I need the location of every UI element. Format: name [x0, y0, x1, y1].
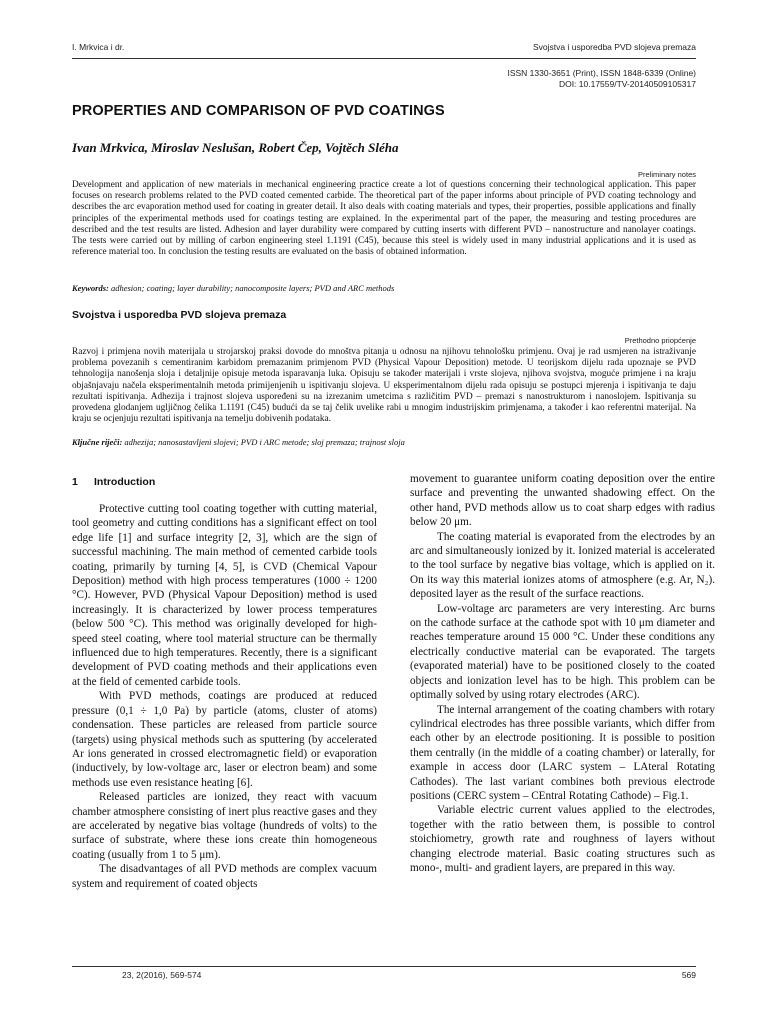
page-number: 569 [681, 970, 696, 980]
author-list: Ivan Mrkvica, Miroslav Neslušan, Robert Čep, Vojtěch Sléha [72, 140, 399, 155]
page-footer [72, 970, 696, 984]
journal-citation: 23, 2(2016), 569-574 [122, 970, 202, 980]
abstract-en: Development and application of new materials in mechanical engineering practice create a lot of questions concerning their technological application. This paper focuses on research problems related to the PVD coated cemented carbide. The theoretical part of the paper informs about principle of PVD coating technology and describes the arc evaporation method used for coating in greater detail. It also deals with coating materials and types, their properties, possible applications and finally principles of the experimental methods used for coatings testing are explained. In the experimental part of the paper, the measuring and testing procedures are described and the test results are listed. Adhesion and layer durability were compared by cutting inserts with different PVD – nanostructure and nanolayer coatings. The tests were carried out by milling of carbon engineering steel 1.1191 (C45), because this steel is widely used in many industrial applications and it is used as reference material too. In conclusion the testing results are evaluated on the basis of obtained information. [72, 180, 696, 258]
keywords-hr-label: Ključne riječi: [72, 437, 123, 447]
body-paragraph: Low-voltage arc parameters are very interesting. Arc burns on the cathode surface at the cathode spot with 10 μm diameter and reaches temperature around 15 000 °C. Under these conditions any electrically conductive material can be evaporated. The targets (evaporated material) have to be positioned closely to the coated objects and ionization level has to be high. This problem can be optimally solved by using rotary electrodes (ARC). [410, 602, 715, 702]
running-head-title: Svojstva i usporedba PVD slojeva premaza [533, 42, 696, 52]
running-head-authors: I. Mrkvica i dr. [72, 42, 125, 52]
body-paragraph: The coating material is evaporated from the electrodes by an arc and simultaneously ionized by it. Ionized material is accelerated to the tool surface by negative bias voltage, which is applied on it. On its way this material ionizes atoms of atmosphere (e.g. Ar, N₂). deposited layer as the result of the surface reactions. [410, 530, 715, 601]
abstract-hr: Razvoj i primjena novih materijala u strojarskoj praksi dovode do mnoštva pitanja u odnosu na njihovu tehnološku primjenu. Ovaj je rad usmjeren na istraživanje problema povezanih s cementiranim karbidom premazanim primjenom PVD (Physical Vapour Deposition) metode. U teorijskom dijelu rada upoznaje se PVD tehnologija nanošenja sloja i detaljnije opisuje metoda isparavanja luka. Opisuju se također materijali i vrste slojeva, njihova svojstva, moguće primjene i na kraju objašnjavaju načela eksperimentalnih metoda primijenjenih u ispitivanju slojeva. U eksperimentalnom dijelu rada opisuju se postupci mjerenja i ispitivanja te daju rezultati ispitivanja. Adhezija i trajnost slojeva uspoređeni su na izrezanim umetcima s različitim PVD – premazi s nanostrukturom i nanoslojem. Ispitivanja su provedena glodanjem ugljičnog čelika 1.1191 (C45) budući da se taj čelik uvelike rabi u mnogim industrijskim primjenama, a također i kao referentni materijal. Na kraju se ocjenjuju rezultati ispitivanja na temelju dobivenih podataka. [72, 347, 696, 425]
body-paragraph: The internal arrangement of the coating chambers with rotary cylindrical electrodes has three possible variants, which differ from each other by an electrode positioning. It is possible to position them centrally (in the middle of a coating chamber) or laterally, for example in access door (LARC system – LAteral Rotating Cathodes). The last variant combines both previous electrode positions (CERC system – CEntral Rotating Cathode) – Fig.1. [410, 703, 715, 802]
section-title: Introduction [94, 476, 156, 488]
paper-type-hr: Prethodno priopćenje [624, 336, 696, 345]
keywords-hr-list: adhezija; nanosastavljeni slojevi; PVD i ARC metode; sloj premaza; trajnost sloja [124, 437, 405, 447]
running-head [72, 42, 696, 58]
issn-numbers: ISSN 1330-3651 (Print), ISSN 1848-6339 (Online) [507, 68, 696, 78]
body-paragraph: The disadvantages of all PVD methods are complex vacuum system and requirement of coated objects [72, 863, 377, 890]
keywords-hr [72, 437, 696, 447]
header-rule [72, 58, 696, 59]
paper-title: PROPERTIES AND COMPARISON OF PVD COATINGS [72, 103, 445, 119]
issn-block [507, 68, 696, 90]
body-paragraph: Protective cutting tool coating together with cutting material, tool geometry and cutting conditions has a significant effect on tool edge life [1] and surface integrity [2, 3], which are the sign of successful machining. The main method of cemented carbide tools coating, primarily by turning [4, 5], is CVD (Chemical Vapour Deposition) method with high process temperatures (1000 ÷ 1200 °C). However, PVD (Physical Vapour Deposition) method is used increasingly. It is characterized by lower process temperatures (below 500 °C). This method was originally developed for high-speed steel coating, where tool material structure can be thermally influenced due to high temperatures. Recently, there is a significant development of PVD coating methods and their applications even at the field of cemented carbide tools. [72, 503, 377, 688]
left-column [72, 502, 377, 891]
body-paragraph: With PVD methods, coatings are produced at reduced pressure (0,1 ÷ 1,0 Pa) by particle (atoms, cluster of atoms) condensation. These particles are released from particle source (targets) using physical methods such as sputtering (by accelerated Ar ions generated in crossed electromagnetic field) or evaporation (inductively, by low-voltage arc, laser or electron beam) and some methods use even resistance heating [6]. [72, 690, 377, 789]
keywords-en-label: Keywords: [72, 283, 109, 293]
croatian-title: Svojstva i usporedba PVD slojeva premaza [72, 309, 287, 321]
body-paragraph: Released particles are ionized, they react with vacuum chamber atmosphere consisting of inert plus reactive gases and they are accelerated by negative bias voltage (hundreds of volts) to the surface of substrate, where these ions create thin homogeneous coating (usually from 1 to 5 μm). [72, 791, 377, 861]
keywords-en-list: adhesion; coating; layer durability; nanocomposite layers; PVD and ARC methods [110, 283, 395, 293]
section-number: 1 [72, 476, 78, 488]
body-paragraph-continuation: movement to guarantee uniform coating deposition over the entire surface and preventing the unwanted shadowing effect. On the other hand, PVD methods allow us to coat sharp edges with radius below 20 μm. [410, 473, 715, 529]
footer-rule [72, 966, 696, 967]
doi: DOI: 10.17559/TV-20140509105317 [558, 79, 696, 89]
body-paragraph: Variable electric current values applied to the electrodes, together with the ratio between them, is possible to control stoichiometry, growth rate and roughness of layers without changing electrode material. Basic coating structures such as mono-, multi- and gradient layers, are prepared in this way. [410, 804, 715, 874]
section-heading [72, 476, 155, 488]
right-column [410, 472, 715, 875]
keywords-en [72, 283, 696, 293]
paper-type-en: Preliminary notes [638, 170, 696, 179]
